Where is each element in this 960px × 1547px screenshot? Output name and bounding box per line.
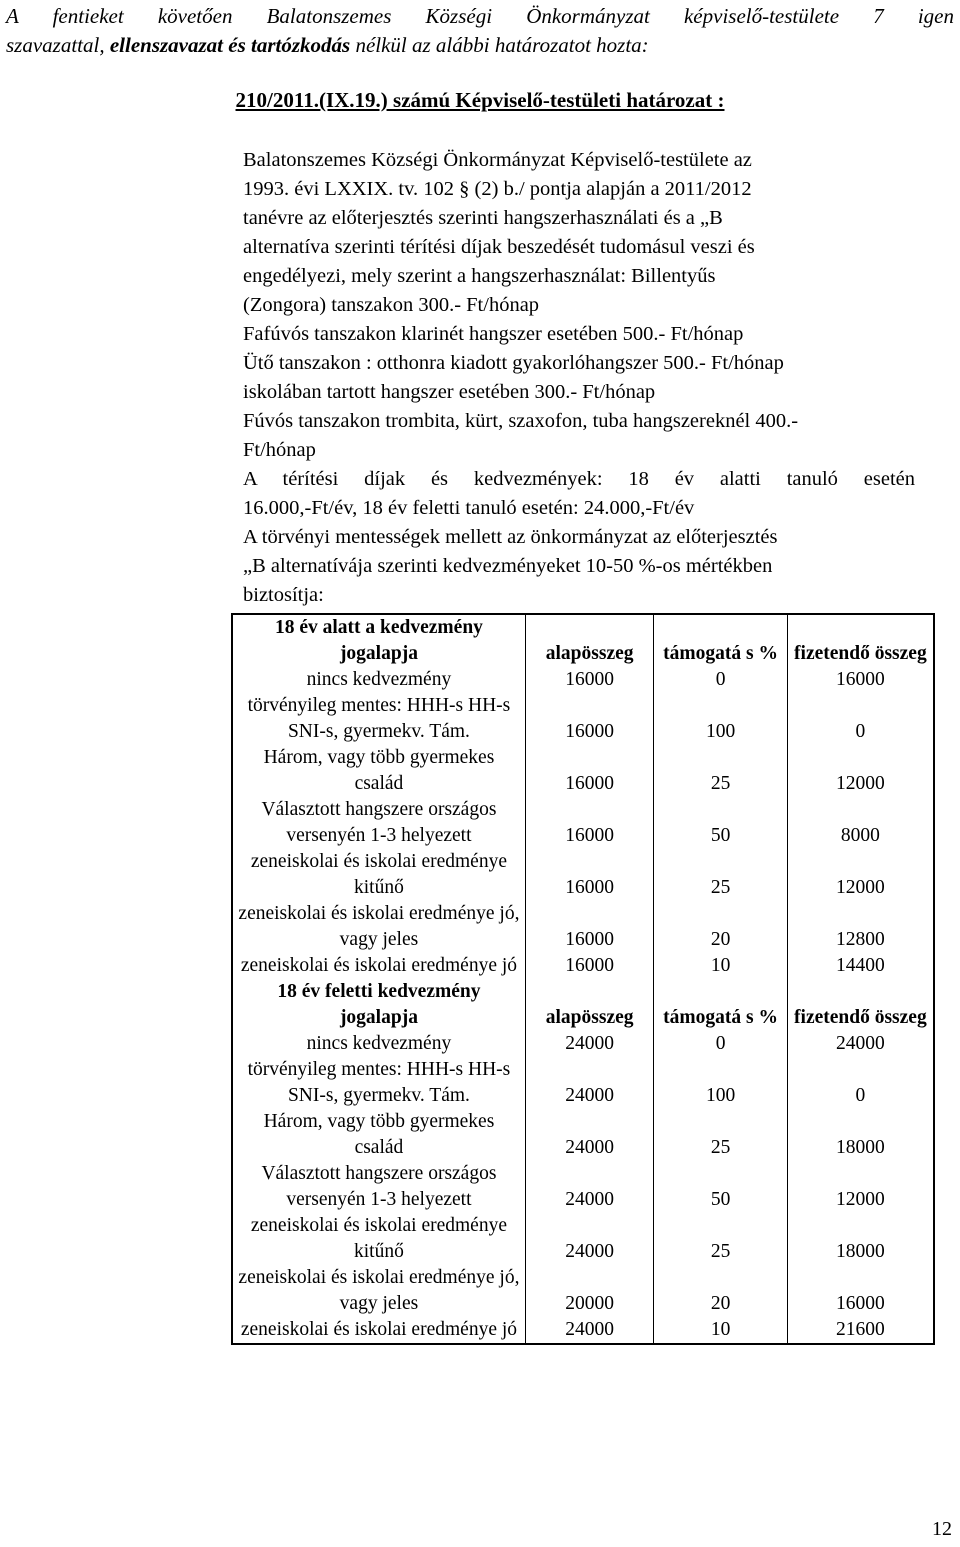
table-cell: nincs kedvezmény (232, 1031, 525, 1057)
intro-line-1: A fentieket követően Balatonszemes Községi Önkormányzat képviselő-testülete 7 igen (6, 4, 954, 28)
body-line: iskolában tartott hangszer esetében 300.- Ft/hónap (243, 381, 656, 403)
table-cell: 16000 (525, 667, 654, 693)
resolution-heading-text: 210/2011.(IX.19.) számú Képviselő-testületi határozat : (235, 88, 725, 112)
table-row (232, 1265, 934, 1317)
table-cell: 12800 (787, 901, 934, 953)
table-cell: 21600 (787, 1317, 934, 1344)
table-header-cell: alapösszeg (525, 614, 654, 667)
table-cell: 16000 (525, 745, 654, 797)
table-header-cell: fizetendő összeg (787, 614, 934, 667)
table-row (232, 1213, 934, 1265)
fee-table (231, 613, 935, 1345)
table-cell: 16000 (787, 1265, 934, 1317)
table-cell: 12000 (787, 745, 934, 797)
table-cell: 20 (654, 1265, 787, 1317)
table-header-cell: 18 év alatt a kedvezmény jogalapja (232, 614, 525, 667)
table-cell: 24000 (525, 1057, 654, 1109)
table-row (232, 693, 934, 745)
table-cell: zeneiskolai és iskolai eredménye jó, vagy jeles (232, 901, 525, 953)
table-row (232, 953, 934, 979)
table-cell: 14400 (787, 953, 934, 979)
table-row (232, 901, 934, 953)
table-cell: zeneiskolai és iskolai eredménye kitűnő (232, 849, 525, 901)
table-row (232, 667, 934, 693)
table-cell: 100 (654, 693, 787, 745)
body-line: A törvényi mentességek mellett az önkormányzat az előterjesztés (243, 526, 778, 548)
table-cell: 12000 (787, 849, 934, 901)
table-header-cell: támogatá s % (654, 979, 787, 1031)
body-line: (Zongora) tanszakon 300.- Ft/hónap (243, 294, 540, 316)
table-cell: Három, vagy több gyermekes család (232, 1109, 525, 1161)
table-cell: 25 (654, 1213, 787, 1265)
resolution-heading (0, 88, 960, 113)
table-header-cell: alapösszeg (525, 979, 654, 1031)
table-cell: 50 (654, 797, 787, 849)
table-cell: 16000 (525, 693, 654, 745)
body-line: Fafúvós tanszakon klarinét hangszer esetében 500.- Ft/hónap (243, 323, 744, 345)
table-cell: 25 (654, 849, 787, 901)
table-cell: 0 (654, 1031, 787, 1057)
table-cell: zeneiskolai és iskolai eredménye kitűnő (232, 1213, 525, 1265)
body-line: engedélyezi, mely szerint a hangszerhasználat: Billentyűs (243, 265, 716, 287)
table-cell: zeneiskolai és iskolai eredménye jó (232, 1317, 525, 1344)
table-cell: 16000 (787, 667, 934, 693)
table-header-cell: támogatá s % (654, 614, 787, 667)
table-cell: 20 (654, 901, 787, 953)
table-cell: 16000 (525, 849, 654, 901)
body-line: Ft/hónap (243, 439, 316, 461)
table-row (232, 1057, 934, 1109)
table-cell: Három, vagy több gyermekes család (232, 745, 525, 797)
table-header-cell: 18 év feletti kedvezmény jogalapja (232, 979, 525, 1031)
table-row (232, 1109, 934, 1161)
table-row (232, 1161, 934, 1213)
table-cell: 10 (654, 953, 787, 979)
body-line: biztosítja: (243, 584, 324, 606)
body-line: Fúvós tanszakon trombita, kürt, szaxofon, tuba hangszereknél 400.- (243, 410, 799, 432)
table-row (232, 745, 934, 797)
table-header-cell: fizetendő összeg (787, 979, 934, 1031)
table-cell: 8000 (787, 797, 934, 849)
table-cell: 18000 (787, 1213, 934, 1265)
table-cell: törvényileg mentes: HHH-s HH-s SNI-s, gyermekv. Tám. (232, 693, 525, 745)
table-cell: 0 (654, 667, 787, 693)
table-cell: 25 (654, 1109, 787, 1161)
table-row (232, 797, 934, 849)
table-cell: 100 (654, 1057, 787, 1109)
table-cell: zeneiskolai és iskolai eredménye jó, vagy jeles (232, 1265, 525, 1317)
table-row (232, 1031, 934, 1057)
table-cell: 24000 (525, 1161, 654, 1213)
table-cell: 0 (787, 693, 934, 745)
body-line: tanévre az előterjesztés szerinti hangszerhasználati és a „B (243, 207, 723, 229)
table-cell: 25 (654, 745, 787, 797)
intro-paragraph (6, 2, 954, 60)
table-cell: 24000 (525, 1213, 654, 1265)
table-cell: 10 (654, 1317, 787, 1344)
body-line: A térítési díjak és kedvezmények: 18 év alatti tanuló esetén (243, 468, 915, 490)
table-cell: 16000 (525, 901, 654, 953)
body-line: 1993. évi LXXIX. tv. 102 § (2) b./ pontja alapján a 2011/2012 (243, 178, 752, 200)
table-cell: nincs kedvezmény (232, 667, 525, 693)
table-row (232, 849, 934, 901)
table-cell: 24000 (525, 1109, 654, 1161)
table-cell: törvényileg mentes: HHH-s HH-s SNI-s, gyermekv. Tám. (232, 1057, 525, 1109)
resolution-body (243, 146, 915, 610)
body-line: alternatíva szerinti térítési díjak beszedését tudomásul veszi és (243, 236, 755, 258)
table-cell: 20000 (525, 1265, 654, 1317)
table-header-row (232, 979, 934, 1031)
intro-bold-text: ellenszavazat és tartózkodás (109, 33, 351, 57)
table-cell: Választott hangszere országos versenyén 1-3 helyezett (232, 797, 525, 849)
intro-text: szavazattal, (6, 33, 105, 57)
table-cell: 18000 (787, 1109, 934, 1161)
table-cell: 12000 (787, 1161, 934, 1213)
table-cell: 24000 (787, 1031, 934, 1057)
table-cell: 24000 (525, 1031, 654, 1057)
table-row (232, 1317, 934, 1344)
table-cell: zeneiskolai és iskolai eredménye jó (232, 953, 525, 979)
body-line: Ütő tanszakon : otthonra kiadott gyakorlóhangszer 500.- Ft/hónap (243, 352, 784, 374)
table-cell: 50 (654, 1161, 787, 1213)
page-number: 12 (932, 1518, 952, 1540)
intro-line-2 (6, 31, 954, 60)
body-line: „B alternatívája szerinti kedvezményeket 10-50 %-os mértékben (243, 555, 773, 577)
body-line: 16.000,-Ft/év, 18 év feletti tanuló esetén: 24.000,-Ft/év (243, 497, 695, 519)
table-cell: 0 (787, 1057, 934, 1109)
table-cell: 24000 (525, 1317, 654, 1344)
body-line: Balatonszemes Községi Önkormányzat Képviselő-testülete az (243, 149, 752, 171)
table-header-row (232, 614, 934, 667)
intro-text-end: nélkül az alábbi határozatot hozta: (355, 33, 649, 57)
table-cell: Választott hangszere országos versenyén 1-3 helyezett (232, 1161, 525, 1213)
table-cell: 16000 (525, 953, 654, 979)
table-cell: 16000 (525, 797, 654, 849)
